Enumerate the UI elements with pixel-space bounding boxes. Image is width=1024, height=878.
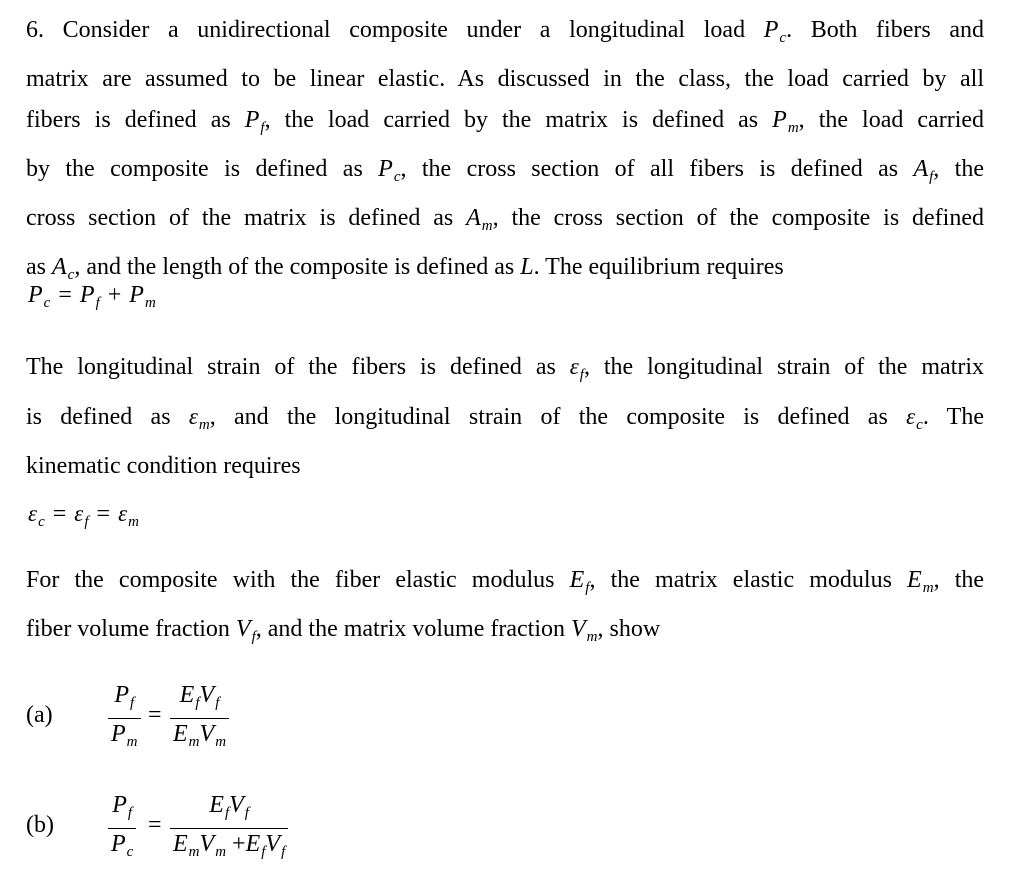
math-subscript: m [215, 734, 227, 750]
equilibrium-equation [28, 280, 156, 318]
problem-intro-paragraph [26, 10, 984, 296]
part-b-rhs-numerator [206, 790, 252, 828]
math-symbol: $\varepsilon_c$ [906, 404, 923, 433]
math-symbol: $A_m$ [466, 205, 493, 234]
strain-line-1: The longitudinal strain of the fibers is defined as $\varepsilon_f$, the longitudinal strain of the matrix [26, 354, 985, 383]
math-symbol: $P_f$ [244, 107, 265, 136]
part-b-lhs-numerator [109, 790, 135, 828]
math-subscript: f [127, 805, 133, 821]
kinematic-equation [28, 499, 139, 537]
math-symbol: $P_m$ [111, 721, 138, 750]
part-b-equals-sign: = [148, 812, 162, 838]
math-subscript: f [260, 120, 265, 136]
math-symbol: $P_c$ [378, 156, 401, 185]
math-subscript: c [393, 169, 401, 185]
math-subscript: f [251, 629, 256, 645]
math-symbol: $E_f$ [179, 682, 200, 711]
math-symbol: $P_c$ [111, 831, 134, 860]
math-symbol: $\varepsilon_m$ [188, 404, 210, 433]
strain-paragraph [26, 346, 984, 487]
intro-line-6: as $A_c$, and the length of the composite is defined as L. The equilibrium requires [26, 254, 784, 283]
math-symbol: L [520, 254, 534, 280]
part-b-label: (b) [26, 812, 54, 838]
math-subscript: c [916, 417, 923, 433]
kin-term-em: $\varepsilon_m$ [118, 501, 140, 530]
math-symbol: $E_f$ [209, 792, 230, 821]
math-subscript: m [481, 218, 493, 234]
kin-equals-sign-2: = [96, 501, 111, 527]
math-symbol: $P_m$ [772, 107, 799, 136]
math-symbol: $E_f$ [245, 831, 266, 860]
part-a-label: (a) [26, 702, 53, 728]
math-subscript: m [188, 844, 200, 860]
math-subscript: c [67, 267, 75, 283]
part-a-rhs-numerator [177, 680, 223, 718]
intro-line-4: by the composite is defined as $P_c$, the cross section of all fibers is defined as $A_f$, the [26, 156, 984, 185]
math-subscript: f [579, 367, 584, 383]
math-symbol: $\varepsilon_f$ [569, 354, 584, 383]
math-subscript: f [195, 695, 200, 711]
part-a-rhs-denominator [170, 719, 229, 757]
task-paragraph [26, 560, 984, 658]
part-b-lhs-denominator [108, 829, 136, 867]
eq-term-pc: $P_c$ [28, 282, 51, 311]
math-symbol: $V_f$ [229, 792, 249, 821]
math-symbol: $V_f$ [235, 616, 256, 645]
math-symbol: $P_f$ [114, 682, 135, 711]
kin-term-ec: $\varepsilon_c$ [28, 501, 45, 530]
math-subscript: m [787, 120, 799, 136]
intro-line-3: fibers is defined as $P_f$, the load carried by the matrix is defined as $P_m$, the load carried [26, 107, 985, 136]
math-subscript: f [281, 844, 286, 860]
part-a-lhs-numerator [111, 680, 137, 718]
math-symbol: $V_f$ [199, 682, 220, 711]
eq-term-pf: $P_f$ [79, 282, 100, 311]
math-symbol: $A_c$ [52, 254, 75, 283]
math-symbol: $V_f$ [265, 831, 286, 860]
part-b-lhs-fraction [108, 790, 136, 867]
math-subscript: f [261, 844, 266, 860]
math-subscript: m [215, 844, 227, 860]
math-subscript: f [585, 580, 590, 596]
intro-line-2: matrix are assumed to be linear elastic. As discussed in the class, the load carried by all [26, 66, 984, 92]
math-symbol: $A_f$ [913, 156, 934, 185]
eq-plus-sign: + [107, 282, 122, 308]
math-symbol: $P_c$ [763, 17, 787, 46]
problem-number: 6. [26, 17, 44, 43]
strain-line-3: kinematic condition requires [26, 453, 301, 479]
math-symbol: $V_m$ [199, 721, 227, 750]
math-subscript: m [188, 734, 200, 750]
eq-equals-sign: = [58, 282, 72, 308]
math-symbol: $E_f$ [569, 567, 590, 596]
math-subscript: f [244, 805, 249, 821]
intro-line-1-text: Consider a unidirectional composite under a longitudinal load $P_c$. Both fibers and [62, 17, 985, 46]
part-a-lhs-denominator [108, 719, 141, 757]
math-subscript: f [224, 805, 230, 821]
part-a-rhs-fraction [170, 680, 229, 757]
part-a-lhs-fraction [108, 680, 141, 757]
math-symbol: $E_m$ [173, 721, 200, 750]
math-subscript: c [779, 30, 787, 46]
math-subscript: c [126, 844, 134, 860]
math-symbol: $P_f$ [112, 792, 133, 821]
math-symbol: $E_m$ [907, 567, 934, 596]
kin-equals-sign-1: = [52, 501, 67, 527]
intro-line-5: cross section of the matrix is defined as $A_m$, the cross section of the composite is defined [26, 205, 984, 234]
kin-term-ef: $\varepsilon_f$ [74, 501, 89, 530]
part-a-equals-sign: = [148, 702, 162, 728]
math-symbol: $E_m$ [173, 831, 200, 860]
math-symbol: $V_m$ [199, 831, 227, 860]
math-subscript: f [130, 695, 135, 711]
strain-line-2: is defined as $\varepsilon_m$, and the longitudinal strain of the composite is defined as $\varepsilon_c$. The [26, 404, 984, 433]
math-subscript: m [922, 580, 934, 596]
math-subscript: m [198, 417, 210, 433]
task-line-2: fiber volume fraction $V_f$, and the matrix volume fraction $V_m$, show [26, 616, 661, 645]
math-subscript: m [126, 734, 138, 750]
intro-line-1 [26, 10, 984, 59]
part-b-rhs-denominator: $E_mV_m +E_fV_f$ [173, 831, 286, 860]
math-subscript: m [586, 629, 598, 645]
part-b-rhs-fraction [170, 790, 288, 867]
math-symbol: $V_m$ [571, 616, 598, 645]
eq-term-pm: $P_m$ [129, 282, 156, 311]
math-subscript: f [215, 695, 220, 711]
math-subscript: f [929, 169, 934, 185]
task-line-1: For the composite with the fiber elastic modulus $E_f$, the matrix elastic modulus $E_m$, the [26, 567, 985, 596]
